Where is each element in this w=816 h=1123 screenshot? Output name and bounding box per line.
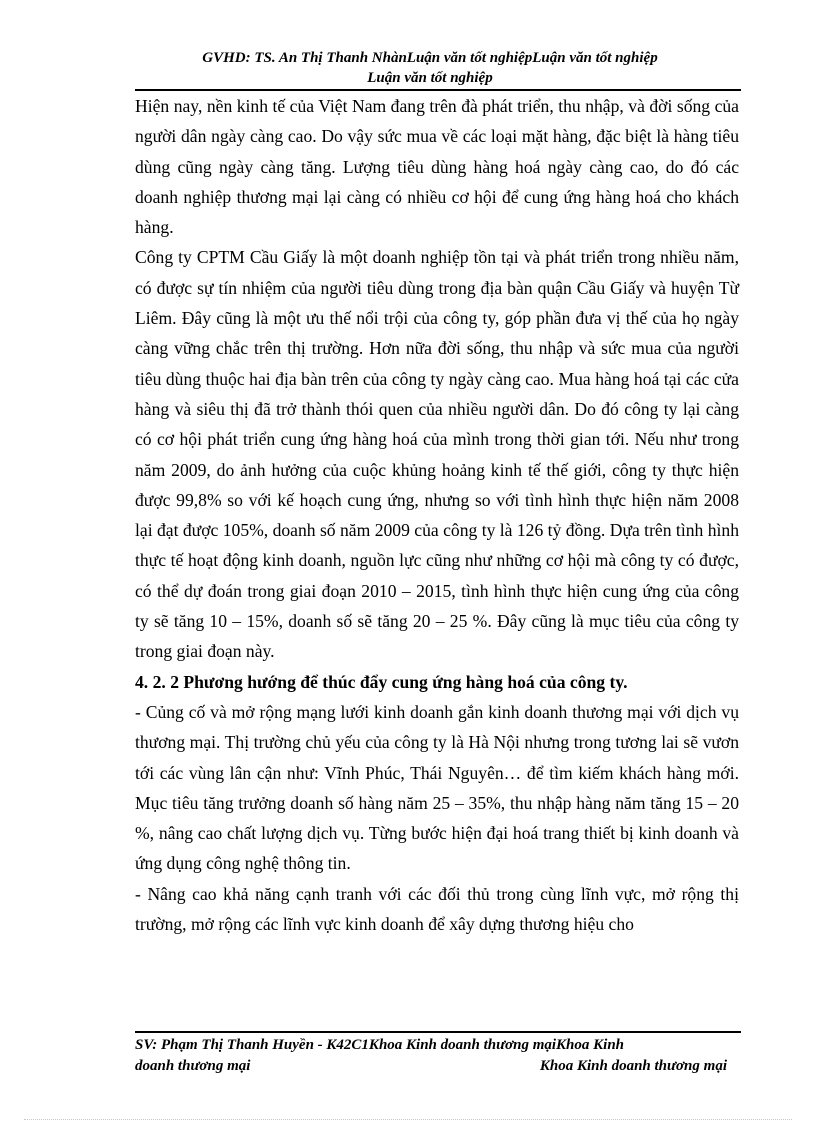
page-footer (135, 1035, 727, 1077)
section-heading: 4. 2. 2 Phương hướng để thúc đẩy cung ứng hàng hoá của công ty. (135, 671, 628, 692)
document-body (135, 91, 739, 939)
footer-divider (135, 1031, 741, 1033)
paragraph-company-forecast: Công ty CPTM Cầu Giấy là một doanh nghiệp tồn tại và phát triển trong nhiều năm, có được sự tín nhiệm của người tiêu dùng trong địa bàn quận Cầu Giấy và huyện Từ Liêm. Đây cũng là một ưu thế nổi trội của công ty, góp phần đưa vị thế của họ ngày càng vững chắc trên thị trường. Hơn nữa đời sống, thu nhập và sức mua của người tiêu dùng thuộc hai địa bàn trên của công ty ngày càng cao. Mua hàng hoá tại các cửa hàng và siêu thị đã trở thành thói quen của nhiều người dân. Do đó công ty lại càng có cơ hội phát triển cung ứng hàng hoá của mình trong thời gian tới. Nếu như trong năm 2009, do ảnh hưởng của cuộc khủng hoảng kinh tế thế giới, công ty thực hiện được 99,8% so với kế hoạch cung ứng, nhưng so với tình hình thực hiện năm 2008 lại đạt được 105%, doanh số năm 2009 của công ty là 126 tỷ đồng. Dựa trên tình hình thực tế hoạt động kinh doanh, nguồn lực cũng như những cơ hội mà công ty có được, có thể dự đoán trong giai đoạn 2010 – 2015, tình hình thực hiện cung ứng của công ty sẽ tăng 10 – 15%, doanh số sẽ tăng 20 – 25 %. Đây cũng là mục tiêu của công ty trong giai đoạn này. (135, 247, 739, 662)
header-line-2: Luận văn tốt nghiệp (367, 70, 493, 86)
paragraph-network-expansion: - Củng cố và mở rộng mạng lưới kinh doanh gắn kinh doanh thương mại với dịch vụ thương mại. Thị trường chủ yếu của công ty là Hà Nội nhưng trong tương lai sẽ vươn tới các vùng lân cận như: Vĩnh Phúc, Thái Nguyên… để tìm kiếm khách hàng mới. Mục tiêu tăng trưởng doanh số hàng năm 25 – 35%, thu nhập hàng năm tăng 15 – 20 %, nâng cao chất lượng dịch vụ. Từng bước hiện đại hoá trang thiết bị kinh doanh và ứng dụng công nghệ thông tin. (135, 701, 739, 874)
footer-line-2 (135, 1056, 727, 1077)
footer-line-1: SV: Phạm Thị Thanh Huyền - K42C1Khoa Kinh doanh thương mạiKhoa Kinh (135, 1037, 625, 1053)
page-bottom-edge (24, 1119, 792, 1120)
page-header (120, 48, 740, 88)
header-line-1: GVHD: TS. An Thị Thanh NhànLuận văn tốt nghiệpLuận văn tốt nghiệp (202, 50, 658, 66)
footer-line-2-right: Khoa Kinh doanh thương mại (539, 1058, 727, 1074)
paragraph-economy-outlook: Hiện nay, nền kinh tế của Việt Nam đang trên đà phát triển, thu nhập, và đời sống của người dân ngày càng cao. Do vậy sức mua về các loại mặt hàng, đặc biệt là hàng tiêu dùng cũng ngày càng tăng. Lượng tiêu dùng hàng hoá ngày càng cao, do đó các doanh nghiệp thương mại lại càng có nhiều cơ hội để cung ứng hàng hoá cho khách hàng. (135, 96, 739, 238)
paragraph-competitiveness: - Nâng cao khả năng cạnh tranh với các đối thủ trong cùng lĩnh vực, mở rộng thị trường, mở rộng các lĩnh vực kinh doanh để xây dựng thương hiệu cho (135, 883, 739, 935)
footer-line-2-left: doanh thương mại (135, 1058, 251, 1074)
